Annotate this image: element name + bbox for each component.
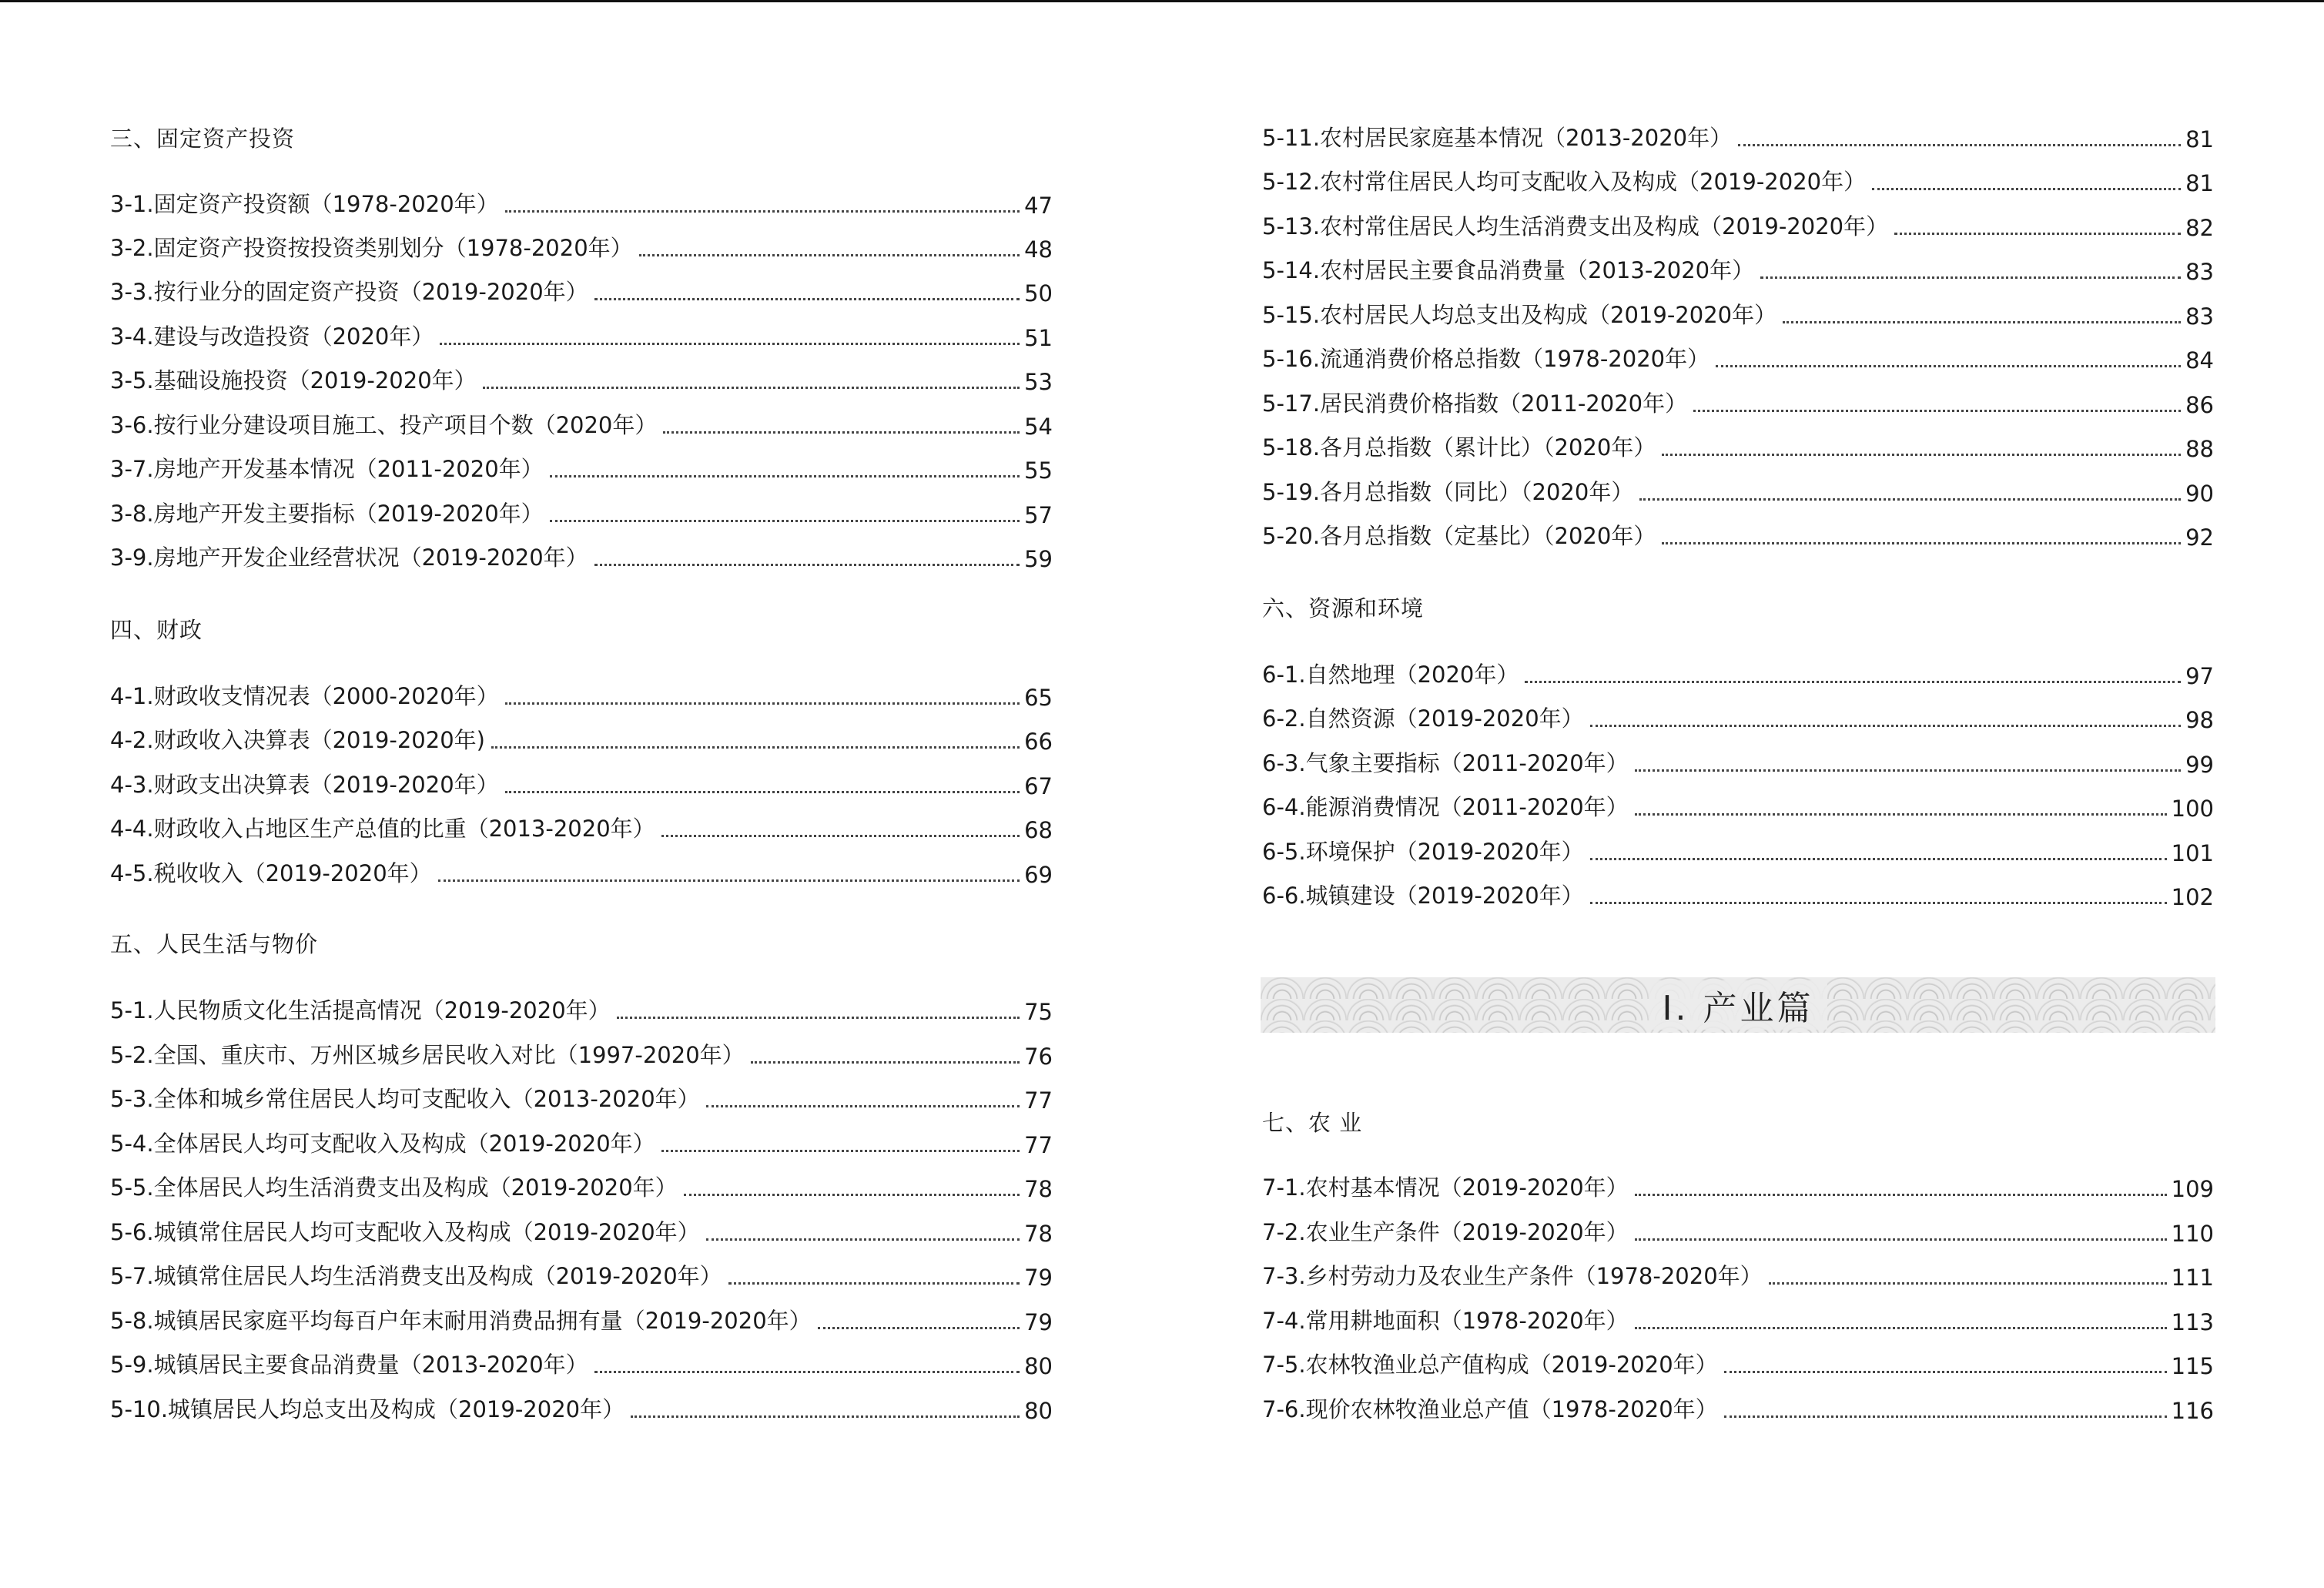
section-title-finance: 四、财政 — [110, 617, 203, 643]
dot-leader — [818, 1327, 1020, 1329]
toc-entry[interactable] — [1262, 655, 2214, 689]
toc-entry-label: 5-5.全体居民人均生活消费支出及构成（2019-2020年） — [110, 1174, 678, 1201]
toc-entry-page: 83 — [2185, 259, 2214, 285]
toc-entry-label: 7-2.农业生产条件（2019-2020年） — [1262, 1219, 1629, 1245]
toc-entry-page: 77 — [1024, 1087, 1053, 1114]
banner-title: Ⅰ. 产业篇 — [1649, 980, 1828, 1030]
dot-leader — [1693, 410, 2181, 412]
dot-leader — [1635, 1194, 2167, 1196]
toc-entry-page: 81 — [2185, 126, 2214, 152]
section-title-fixed-asset-investment: 三、固定资产投资 — [110, 126, 296, 152]
toc-entry[interactable] — [110, 185, 1053, 219]
toc-entry-label: 6-5.环境保护（2019-2020年） — [1262, 839, 1584, 865]
dot-leader — [594, 298, 1020, 300]
toc-entry-page: 66 — [1024, 729, 1053, 755]
dot-leader — [728, 1282, 1020, 1285]
toc-entry-page: 78 — [1024, 1221, 1053, 1247]
toc-entry-label: 7-4.常用耕地面积（1978-2020年） — [1262, 1308, 1629, 1334]
dot-leader — [639, 254, 1020, 256]
toc-entry[interactable] — [1262, 517, 2214, 551]
toc-entry-label: 6-2.自然资源（2019-2020年） — [1262, 705, 1584, 732]
toc-entry-page: 100 — [2171, 796, 2214, 822]
toc-entry-page: 69 — [1024, 862, 1053, 888]
dot-leader — [1872, 188, 2181, 190]
toc-entry-page: 67 — [1024, 773, 1053, 799]
toc-entry-label: 3-6.按行业分建设项目施工、投产项目个数（2020年） — [110, 412, 658, 438]
toc-entry-label: 3-4.建设与改造投资（2020年） — [110, 323, 434, 350]
dot-leader — [1894, 233, 2181, 235]
toc-entry[interactable] — [110, 809, 1053, 843]
toc-entry-label: 6-1.自然地理（2020年） — [1262, 662, 1519, 688]
toc-entry-page: 79 — [1024, 1265, 1053, 1291]
industry-chapter-banner — [1261, 977, 2215, 1033]
dot-leader — [594, 1371, 1020, 1373]
toc-entry[interactable] — [110, 1257, 1053, 1291]
toc-entry[interactable] — [1262, 119, 2214, 152]
toc-entry[interactable] — [110, 450, 1053, 484]
dot-leader — [438, 879, 1020, 882]
dot-leader — [1635, 813, 2167, 816]
toc-entry-label: 3-5.基础设施投资（2019-2020年） — [110, 367, 477, 394]
toc-entry-page: 90 — [2185, 481, 2214, 507]
toc-entry-label: 6-3.气象主要指标（2011-2020年） — [1262, 750, 1629, 776]
dot-leader — [550, 520, 1020, 522]
toc-entry[interactable] — [110, 1036, 1053, 1070]
toc-entry[interactable] — [1262, 699, 2214, 733]
toc-entry[interactable] — [110, 677, 1053, 711]
toc-entry-page: 59 — [1024, 546, 1053, 572]
toc-entry[interactable] — [1262, 251, 2214, 285]
dot-leader — [440, 343, 1020, 345]
toc-entry[interactable] — [110, 538, 1053, 572]
dot-leader — [1760, 276, 2181, 279]
toc-entry-page: 97 — [2185, 663, 2214, 689]
dot-leader — [1724, 1415, 2167, 1418]
toc-entry-label: 4-3.财政支出决算表（2019-2020年） — [110, 772, 499, 798]
toc-entry-label: 4-2.财政收入决算表（2019-2020年) — [110, 727, 485, 753]
toc-entry-label: 3-3.按行业分的固定资产投资（2019-2020年） — [110, 279, 588, 305]
dot-leader — [1635, 769, 2181, 772]
toc-entry-page: 48 — [1024, 236, 1053, 263]
toc-entry-label: 7-5.农林牧渔业总产值构成（2019-2020年） — [1262, 1352, 1718, 1378]
toc-entry-page: 113 — [2171, 1309, 2214, 1335]
toc-entry-page: 102 — [2171, 884, 2214, 910]
toc-entry-page: 101 — [2171, 840, 2214, 866]
toc-entry-page: 68 — [1024, 817, 1053, 843]
toc-entry[interactable] — [110, 273, 1053, 307]
dot-leader — [550, 475, 1020, 477]
toc-entry-page: 51 — [1024, 325, 1053, 351]
dot-leader — [1635, 1238, 2167, 1241]
toc-entry-label: 7-6.现价农林牧渔业总产值（1978-2020年） — [1262, 1396, 1718, 1422]
toc-entry-label: 5-2.全国、重庆市、万州区城乡居民收入对比（1997-2020年） — [110, 1042, 745, 1068]
toc-entry-page: 75 — [1024, 999, 1053, 1025]
toc-entry-page: 77 — [1024, 1132, 1053, 1158]
toc-entry[interactable] — [1262, 744, 2214, 778]
toc-entry[interactable] — [110, 991, 1053, 1025]
toc-entry-page: 99 — [2185, 752, 2214, 778]
toc-entry-label: 4-5.税收收入（2019-2020年） — [110, 860, 432, 886]
toc-entry-page: 111 — [2171, 1265, 2214, 1291]
dot-leader — [1590, 858, 2167, 860]
dot-leader — [661, 835, 1020, 837]
toc-entry[interactable] — [1262, 162, 2214, 196]
toc-entry[interactable] — [110, 1302, 1053, 1335]
dot-leader — [1662, 542, 2181, 544]
toc-entry[interactable] — [1262, 1213, 2214, 1247]
toc-entry-page: 110 — [2171, 1221, 2214, 1247]
toc-entry-label: 5-8.城镇居民家庭平均每百户年末耐用消费品拥有量（2019-2020年） — [110, 1308, 812, 1334]
toc-entry-label: 7-3.乡村劳动力及农业生产条件（1978-2020年） — [1262, 1263, 1763, 1289]
toc-entry-page: 92 — [2185, 524, 2214, 551]
dot-leader — [1525, 681, 2181, 683]
dot-leader — [505, 791, 1020, 793]
toc-entry-page: 115 — [2171, 1353, 2214, 1379]
toc-entry-label: 5-10.城镇居民人均总支出及构成（2019-2020年） — [110, 1396, 625, 1422]
toc-entry-page: 116 — [2171, 1398, 2214, 1424]
toc-entry[interactable] — [1262, 788, 2214, 822]
toc-entry-page: 50 — [1024, 280, 1053, 307]
section-title-resources-environment: 六、资源和环境 — [1262, 595, 1425, 621]
dot-leader — [661, 1150, 1020, 1152]
toc-entry-label: 5-11.农村居民家庭基本情况（2013-2020年） — [1262, 125, 1733, 151]
toc-entry[interactable] — [1262, 1345, 2214, 1379]
toc-entry[interactable] — [1262, 207, 2214, 241]
toc-entry-page: 65 — [1024, 685, 1053, 711]
toc-entry-label: 5-1.人民物质文化生活提高情况（2019-2020年） — [110, 997, 611, 1023]
section-title-living-and-prices: 五、人民生活与物价 — [110, 931, 319, 957]
toc-entry[interactable] — [110, 1345, 1053, 1379]
dot-leader — [1783, 321, 2181, 323]
toc-entry-label: 5-3.全体和城乡常住居民人均可支配收入（2013-2020年） — [110, 1086, 700, 1112]
dot-leader — [1724, 1371, 2167, 1373]
toc-entry-label: 5-20.各月总指数（定基比）（2020年） — [1262, 523, 1656, 549]
toc-entry[interactable] — [1262, 833, 2214, 866]
toc-entry-label: 5-16.流通消费价格总指数（1978-2020年） — [1262, 346, 1710, 372]
toc-entry[interactable] — [110, 1124, 1053, 1158]
dot-leader — [1635, 1327, 2167, 1329]
toc-entry-page: 54 — [1024, 414, 1053, 440]
dot-leader — [617, 1017, 1020, 1019]
toc-entry-label: 5-4.全体居民人均可支配收入及构成（2019-2020年） — [110, 1131, 655, 1157]
toc-entry-page: 79 — [1024, 1309, 1053, 1335]
dot-leader — [1590, 725, 2181, 727]
toc-entry-page: 83 — [2185, 303, 2214, 330]
toc-entry-label: 5-18.各月总指数（累计比）（2020年） — [1262, 434, 1656, 461]
toc-entry[interactable] — [110, 766, 1053, 799]
toc-entry-label: 5-9.城镇居民主要食品消费量（2013-2020年） — [110, 1352, 588, 1378]
dot-leader — [751, 1061, 1020, 1064]
section-title-agriculture: 七、农 业 — [1262, 1110, 1363, 1136]
dot-leader — [1590, 902, 2167, 904]
toc-entry-page: 80 — [1024, 1398, 1053, 1424]
toc-entry-page: 57 — [1024, 502, 1053, 528]
toc-entry[interactable] — [1262, 1302, 2214, 1335]
toc-entry-label: 5-6.城镇常住居民人均可支配收入及构成（2019-2020年） — [110, 1219, 700, 1245]
dot-leader — [483, 387, 1020, 389]
toc-entry[interactable] — [1262, 384, 2214, 418]
dot-leader — [706, 1105, 1020, 1107]
toc-entry[interactable] — [110, 361, 1053, 395]
toc-entry[interactable] — [110, 494, 1053, 528]
toc-entry[interactable] — [110, 1390, 1053, 1424]
toc-entry-label: 3-2.固定资产投资按投资类别划分（1978-2020年） — [110, 235, 633, 261]
toc-entry-page: 80 — [1024, 1353, 1053, 1379]
toc-entry-page: 84 — [2185, 347, 2214, 374]
toc-entry[interactable] — [110, 854, 1053, 888]
toc-entry-label: 4-4.财政收入占地区生产总值的比重（2013-2020年） — [110, 816, 655, 842]
toc-entry-label: 5-12.农村常住居民人均可支配收入及构成（2019-2020年） — [1262, 169, 1867, 195]
toc-entry[interactable] — [1262, 340, 2214, 374]
toc-entry[interactable] — [1262, 296, 2214, 330]
toc-entry-page: 109 — [2171, 1176, 2214, 1202]
toc-entry[interactable] — [110, 1168, 1053, 1202]
toc-entry[interactable] — [110, 1213, 1053, 1247]
toc-entry[interactable] — [1262, 473, 2214, 507]
toc-entry[interactable] — [1262, 876, 2214, 910]
toc-entry-label: 4-1.财政收支情况表（2000-2020年） — [110, 683, 499, 709]
toc-entry-page: 98 — [2185, 707, 2214, 733]
toc-entry-page: 78 — [1024, 1176, 1053, 1202]
dot-leader — [594, 564, 1020, 566]
dot-leader — [631, 1415, 1020, 1418]
toc-entry-label: 5-13.农村常住居民人均生活消费支出及构成（2019-2020年） — [1262, 213, 1889, 240]
toc-entry[interactable] — [1262, 1168, 2214, 1202]
toc-entry-page: 88 — [2185, 436, 2214, 462]
toc-entry-label: 5-14.农村居民主要食品消费量（2013-2020年） — [1262, 257, 1755, 283]
toc-entry-page: 55 — [1024, 457, 1053, 484]
toc-entry-page: 82 — [2185, 215, 2214, 241]
top-border-line — [0, 0, 2324, 2]
toc-entry-page: 86 — [2185, 392, 2214, 418]
toc-entry[interactable] — [110, 1080, 1053, 1114]
toc-entry-label: 6-6.城镇建设（2019-2020年） — [1262, 883, 1584, 909]
toc-entry[interactable] — [110, 721, 1053, 755]
toc-entry[interactable] — [1262, 1390, 2214, 1424]
toc-entry[interactable] — [110, 229, 1053, 263]
toc-entry-page: 76 — [1024, 1044, 1053, 1070]
dot-leader — [684, 1194, 1020, 1196]
toc-entry-label: 5-17.居民消费价格指数（2011-2020年） — [1262, 390, 1688, 417]
toc-entry-label: 3-7.房地产开发基本情况（2011-2020年） — [110, 456, 544, 482]
toc-entry-page: 47 — [1024, 193, 1053, 219]
toc-entry-label: 3-8.房地产开发主要指标（2019-2020年） — [110, 501, 544, 527]
toc-entry-label: 3-1.固定资产投资额（1978-2020年） — [110, 191, 499, 217]
dot-leader — [663, 431, 1020, 434]
toc-entry[interactable] — [1262, 1257, 2214, 1291]
dot-leader — [505, 210, 1020, 213]
banner-title-wrap — [1261, 977, 2215, 1033]
toc-entry[interactable] — [1262, 428, 2214, 462]
dot-leader — [1639, 498, 2181, 501]
toc-entry[interactable] — [110, 406, 1053, 440]
dot-leader — [706, 1238, 1020, 1241]
toc-entry-label: 7-1.农村基本情况（2019-2020年） — [1262, 1174, 1629, 1201]
dot-leader — [1738, 144, 2181, 146]
dot-leader — [505, 702, 1020, 705]
toc-entry-label: 3-9.房地产开发企业经营状况（2019-2020年） — [110, 544, 588, 571]
toc-entry-label: 5-15.农村居民人均总支出及构成（2019-2020年） — [1262, 302, 1777, 328]
toc-entry[interactable] — [110, 317, 1053, 351]
dot-leader — [491, 746, 1020, 749]
toc-entry-page: 53 — [1024, 369, 1053, 395]
dot-leader — [1716, 365, 2181, 367]
toc-entry-page: 81 — [2185, 170, 2214, 196]
toc-entry-label: 5-19.各月总指数（同比）（2020年） — [1262, 479, 1634, 505]
toc-entry-label: 6-4.能源消费情况（2011-2020年） — [1262, 794, 1629, 820]
toc-entry-label: 5-7.城镇常住居民人均生活消费支出及构成（2019-2020年） — [110, 1263, 722, 1289]
dot-leader — [1769, 1282, 2167, 1285]
dot-leader — [1662, 454, 2181, 456]
